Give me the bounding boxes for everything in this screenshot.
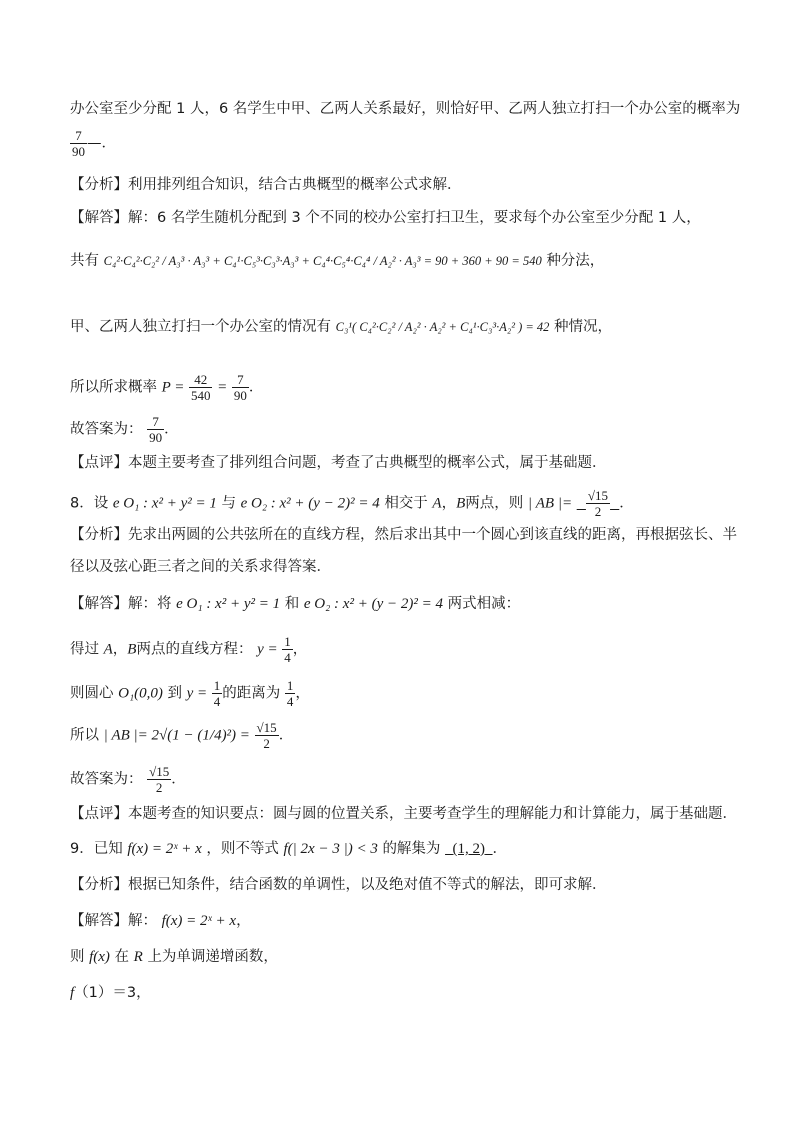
question-number: 8．设 [70, 495, 109, 512]
paragraph-text: ， [441, 495, 457, 512]
answer-blank [577, 488, 620, 519]
fraction-denominator: 90 [72, 144, 85, 159]
paragraph-text: ， [295, 685, 310, 702]
math-formula: f(x) = 2ˣ + x [127, 841, 202, 857]
answer-blank [445, 841, 493, 857]
paragraph-text: ． [248, 379, 264, 396]
analysis-text: 【分析】根据已知条件，结合函数的单调性，以及绝对值不等式的解法，即可求解． [70, 877, 607, 893]
math-formula: e O₂ : x² + (y − 2)² = 4 [240, 495, 380, 512]
fraction-denominator: 2 [263, 736, 270, 751]
math-formula: C₄²·C₄²·C₂² / A₃³ · A₃³ + C₄¹·C₅³·C₃³·A₃³ + C₄⁴·C₅⁴·C₄⁴ / A₂² · A₃³ = 90 + 360 + 90 = 540 [103, 254, 542, 268]
paragraph-text: ， [112, 641, 128, 658]
text-line [70, 838, 507, 860]
paragraph-text: 则 [70, 949, 85, 965]
text-line [70, 524, 737, 546]
fraction-denominator: 4 [284, 650, 291, 665]
paragraph-text: ， [236, 913, 251, 929]
paragraph-text: ， [292, 641, 308, 658]
text-line [70, 946, 278, 968]
fraction [70, 128, 87, 159]
math-variable: R [133, 949, 143, 965]
fraction-numerator: √15 [256, 720, 277, 735]
fraction-denominator: 90 [149, 430, 163, 445]
paragraph-text: （1）＝3， [74, 985, 151, 1001]
math-formula: P = [161, 379, 185, 396]
fraction-numerator: √15 [149, 764, 170, 779]
fraction-numerator: 1 [284, 634, 291, 649]
text-line [70, 414, 179, 445]
text-line [70, 678, 310, 709]
paragraph-text: 到 [167, 685, 183, 702]
text-line [70, 910, 251, 932]
math-variable: B [456, 495, 466, 512]
paragraph-text: ． [164, 421, 179, 438]
paragraph-text: 故答案为： [70, 421, 143, 438]
paragraph-text: 所以 [70, 727, 99, 744]
fraction-numerator: 42 [189, 372, 213, 388]
fraction-denominator: 540 [190, 388, 211, 403]
fraction-numerator: 7 [147, 414, 164, 430]
paragraph-text: 故答案为： [70, 771, 143, 788]
paragraph-text: ． [278, 727, 294, 744]
math-formula: C₃¹( C₄²·C₂² / A₂² · A₂² + C₄¹·C₃³·A₂² ) = 42 [335, 320, 550, 334]
paragraph-text: 与 [221, 495, 236, 512]
fraction [147, 764, 171, 795]
fraction [282, 634, 293, 665]
paragraph-text: 办公室至少分配 1 人，6 名学生中甲、乙两人关系最好，则恰好甲、乙两人独立打扫一个办公室的概率为 [70, 101, 741, 117]
text-line [70, 98, 740, 120]
fraction-numerator: 1 [286, 678, 294, 693]
text-line [70, 556, 331, 578]
math-formula: O₁(0,0) [118, 685, 163, 702]
text-line [70, 207, 701, 229]
solution-text: 【解答】解：将 [70, 596, 172, 612]
paragraph-text: 甲、乙两人独立打扫一个办公室的情况有 [70, 319, 331, 335]
fraction [586, 488, 610, 519]
text-line [70, 982, 151, 1004]
analysis-text: 【分析】利用排列组合知识，结合古典概型的概率公式求解． [70, 177, 462, 193]
paragraph-text: 相交于 [384, 495, 428, 512]
fraction-denominator: 90 [233, 388, 247, 403]
fraction-numerator: √15 [587, 488, 609, 503]
answer-value: (1, 2) [452, 841, 486, 857]
fraction-numerator: 7 [70, 128, 87, 144]
paragraph-text: 径以及弦心距三者之间的关系求得答案． [70, 559, 331, 575]
paragraph-text: 的距离为 [222, 685, 281, 702]
math-formula: = [217, 379, 228, 396]
math-variable: B [127, 641, 137, 658]
text-line [70, 174, 462, 196]
paragraph-text: ，则不等式 [206, 841, 279, 857]
paragraph-text: 两式相减： [447, 596, 521, 612]
text-line [70, 803, 737, 825]
paragraph-text: 和 [284, 596, 300, 612]
text-line [70, 634, 307, 665]
comment-text: 【点评】本题主要考查了排列组合问题，考查了古典概型的概率公式，属于基础题． [70, 455, 607, 471]
comment-text: 【点评】本题考查的知识要点：圆与圆的位置关系，主要考查学生的理解能力和计算能力，属于基础题． [70, 806, 737, 822]
text-line [70, 452, 607, 474]
math-formula: f(x) [89, 949, 110, 965]
text-line [70, 764, 186, 795]
math-formula: e O₂ : x² + (y − 2)² = 4 [303, 596, 443, 612]
fraction [189, 372, 213, 403]
paragraph-text: 种情况， [554, 319, 613, 335]
paragraph-text: 则圆心 [70, 685, 114, 702]
math-variable: A [103, 641, 113, 658]
math-formula: f(| 2x − 3 |) < 3 [283, 841, 378, 857]
paragraph-text: 的解集为 [382, 841, 441, 857]
paragraph-text: 共有 [70, 253, 99, 269]
fraction [285, 678, 296, 709]
fraction [147, 414, 164, 445]
paragraph-text: ． [171, 771, 186, 788]
text-line [70, 250, 604, 272]
math-formula: | AB |= 2√(1 − (1/4)²) = [103, 727, 250, 744]
fraction-denominator: 2 [155, 780, 163, 795]
math-formula: f [70, 985, 75, 1001]
paragraph-text: 上为单调递增函数， [147, 949, 278, 965]
paragraph-text: 在 [114, 949, 130, 965]
solution-text: 【解答】解：6 名学生随机分配到 3 个不同的校办公室打扫卫生，要求每个办公室至少分配 1 人， [70, 210, 701, 226]
fraction [212, 678, 223, 709]
math-variable: A [432, 495, 442, 512]
math-formula: y = [257, 641, 278, 658]
text-line [70, 874, 607, 896]
text-line [70, 372, 263, 403]
paragraph-text: 种分法， [546, 253, 605, 269]
fraction-denominator: 4 [286, 694, 294, 709]
math-formula: | AB |= [527, 495, 573, 512]
text-line [70, 720, 293, 751]
math-formula: f(x) = 2ˣ + x [161, 913, 237, 929]
text-line [70, 488, 634, 519]
paragraph-text: 两点的直线方程： [136, 641, 253, 658]
paragraph-text: 所以所求概率 [70, 379, 157, 396]
math-formula: y = [186, 685, 208, 702]
paragraph-text: ． [492, 841, 508, 857]
paragraph-text: —． [87, 135, 116, 152]
paragraph-text: ． [619, 495, 634, 512]
fraction-numerator: 7 [232, 372, 249, 388]
fraction [255, 720, 279, 751]
text-line [70, 316, 612, 338]
solution-text: 【解答】解： [70, 913, 157, 929]
fraction [232, 372, 249, 403]
analysis-text: 【分析】先求出两圆的公共弦所在的直线方程，然后求出其中一个圆心到该直线的距离，再根据弦长、半 [70, 527, 737, 543]
paragraph-text: 两点，则 [465, 495, 524, 512]
question-number: 9．已知 [70, 841, 123, 857]
paragraph-text: 得过 [70, 641, 99, 658]
fraction-numerator: 1 [213, 678, 221, 693]
fraction-denominator: 4 [213, 694, 221, 709]
fraction-denominator: 2 [594, 504, 602, 519]
text-line [70, 593, 520, 615]
math-formula: e O₁ : x² + y² = 1 [112, 495, 217, 512]
text-line [70, 128, 116, 159]
math-formula: e O₁ : x² + y² = 1 [176, 596, 281, 612]
